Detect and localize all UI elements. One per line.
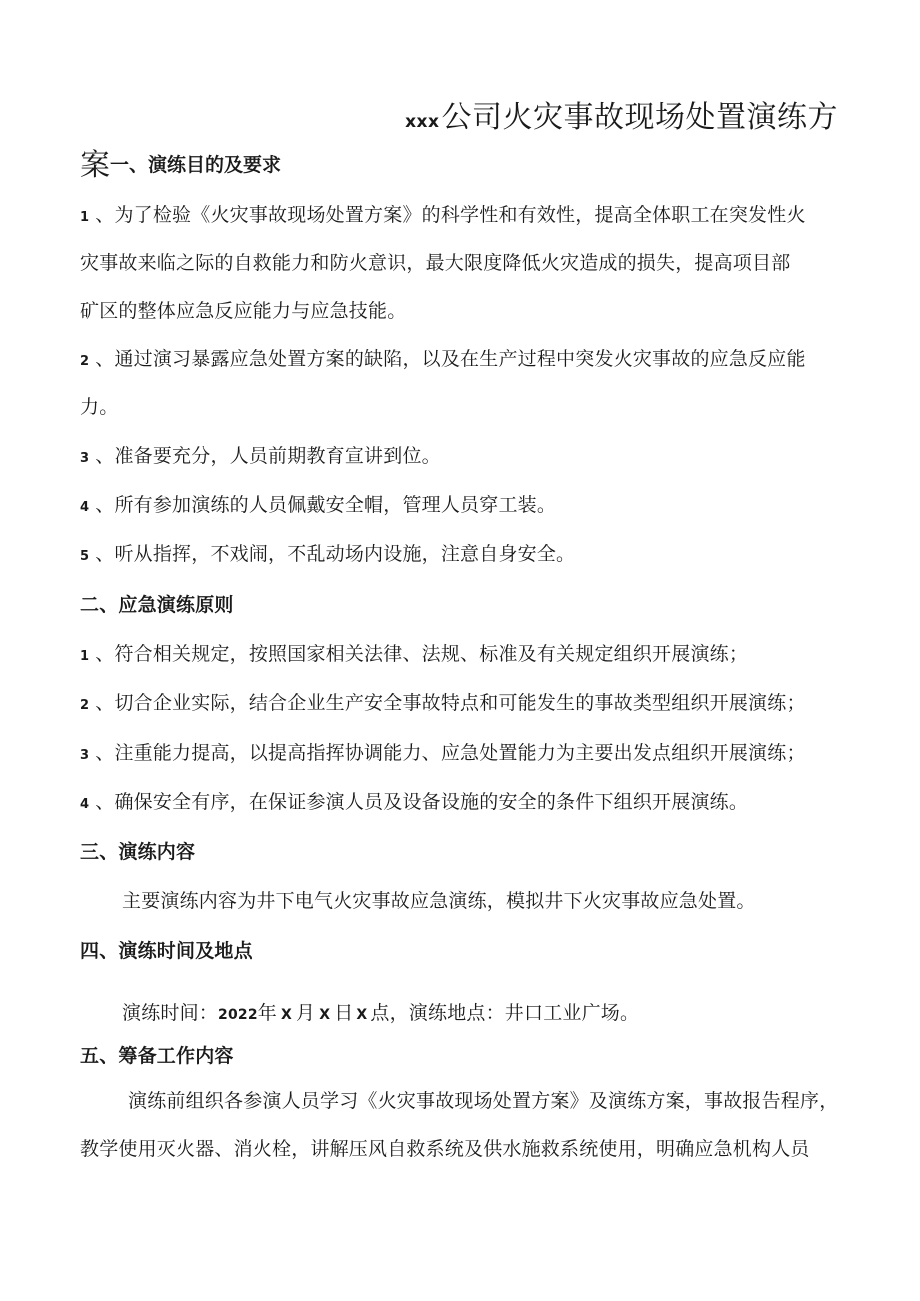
section-2-heading: 二、应急演练原则 [80, 594, 234, 616]
s2-item-2 [80, 688, 806, 715]
month-value: X [280, 1007, 292, 1023]
item-number: 3 [80, 451, 90, 466]
s1-item-5 [80, 539, 575, 566]
month-unit: 月 [295, 1002, 316, 1024]
s3-text: 主要演练内容为井下电气火灾事故应急演练，模拟井下火灾事故应急处置。 [122, 890, 756, 912]
s1-item-4 [80, 490, 556, 517]
title-tail: 案 [80, 148, 110, 183]
item-number: 1 [80, 210, 90, 225]
s5-line-1: 演练前组织各参演人员学习《火灾事故现场处置方案》及演练方案，事故报告程序， [128, 1090, 839, 1112]
item-text: 、切合企业实际，结合企业生产安全事故特点和可能发生的事故类型组织开展演练； [95, 692, 806, 714]
item-number: 2 [80, 354, 90, 369]
item-text: 、所有参加演练的人员佩戴安全帽，管理人员穿工装。 [95, 494, 557, 516]
document-title [405, 92, 838, 136]
item-number: 1 [80, 649, 90, 664]
day-unit: 日 [334, 1002, 354, 1024]
item-text: 、确保安全有序，在保证参演人员及设备设施的安全的条件下组织开展演练。 [95, 791, 749, 813]
item-text: 、符合相关规定，按照国家相关法律、法规、标准及有关规定组织开展演练； [95, 643, 749, 665]
s2-item-1 [80, 639, 748, 666]
item-number: 4 [80, 797, 90, 812]
item-number: 4 [80, 500, 90, 515]
section-3-heading: 三、演练内容 [80, 841, 196, 863]
s1-item-1-line-3: 矿区的整体应急反应能力与应急技能。 [80, 300, 407, 322]
time-label: 演练时间： [122, 1002, 219, 1024]
item-text: 、听从指挥，不戏闹，不乱动场内设施，注意自身安全。 [95, 543, 576, 565]
year-unit: 年 [257, 1002, 277, 1024]
hour-value: X [356, 1007, 368, 1023]
s1-item-2-line-1 [80, 344, 806, 371]
day-value: X [319, 1007, 331, 1023]
section-1-heading: 一、演练目的及要求 [110, 154, 282, 176]
s2-item-4 [80, 787, 748, 814]
item-number: 3 [80, 748, 90, 763]
year-value: 2022 [218, 1007, 258, 1023]
item-text: 、为了检验《火灾事故现场处置方案》的科学性和有效性，提高全体职工在突发性火 [95, 204, 806, 226]
s2-item-3 [80, 738, 806, 765]
s1-item-3 [80, 441, 441, 468]
section-4-heading: 四、演练时间及地点 [80, 940, 253, 962]
item-text: 、通过演习暴露应急处置方案的缺陷，以及在生产过程中突发火灾事故的应急反应能 [95, 348, 806, 370]
title-main: 公司火灾事故现场处置演练方 [441, 100, 838, 135]
title-tail-line [80, 140, 281, 184]
section-5-heading: 五、筹备工作内容 [80, 1045, 234, 1067]
item-text: 、准备要充分，人员前期教育宣讲到位。 [95, 445, 441, 467]
s4-time-place [122, 998, 639, 1025]
s1-item-2-line-2: 力。 [80, 396, 119, 418]
item-number: 5 [80, 549, 90, 564]
title-prefix: xxx [405, 112, 440, 132]
place-text: 点，演练地点：井口工业广场。 [370, 1002, 640, 1024]
s1-item-1-line-1 [80, 200, 806, 227]
s5-line-2: 教学使用灭火器、消火栓，讲解压风自救系统及供水施救系统使用，明确应急机构人员 [80, 1138, 810, 1160]
item-text: 、注重能力提高，以提高指挥协调能力、应急处置能力为主要出发点组织开展演练； [95, 742, 806, 764]
s1-item-1-line-2: 灾事故来临之际的自救能力和防火意识，最大限度降低火灾造成的损失，提高项目部 [80, 252, 791, 274]
item-number: 2 [80, 698, 90, 713]
